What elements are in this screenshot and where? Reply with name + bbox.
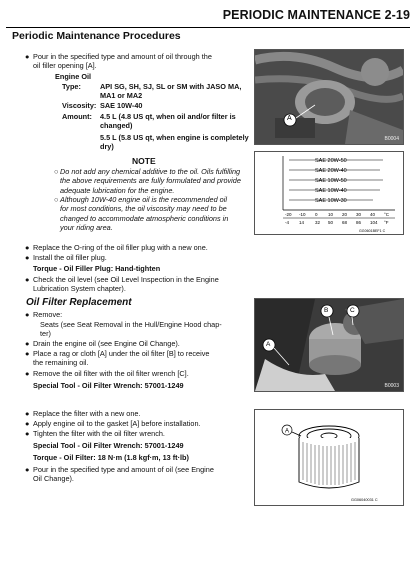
sae-label: SAE 10W-40 xyxy=(315,188,347,194)
figure-label-a: A xyxy=(266,341,271,348)
amount-value-1-line-1: 4.5 L (4.8 US qt, when oil and/or filter is xyxy=(100,112,236,121)
special-tool-2: Special Tool - Oil Filter Wrench: 57001-1249 xyxy=(33,441,184,450)
bullet-icon: ● xyxy=(25,349,30,358)
note-p2-line-3: changed to accommodate atmospheric conditions in xyxy=(60,213,229,223)
note-p2-line-4: your riding area. xyxy=(60,222,113,232)
note-paragraph-2 xyxy=(54,195,229,232)
amount-value-1 xyxy=(100,112,236,131)
seats-line-1: Seats (see Seat Removal in the Hull/Engine Hood chap- xyxy=(40,320,222,329)
tick-label: -20 xyxy=(285,212,292,217)
step-pour-oil xyxy=(25,465,214,484)
amount-value-2 xyxy=(100,133,249,152)
filter-drawing xyxy=(254,409,404,506)
note-heading: NOTE xyxy=(132,156,156,166)
step-remove xyxy=(25,310,63,319)
tick-label: 20 xyxy=(342,212,348,217)
tick-label: 86 xyxy=(356,220,362,225)
oil-filler-photo xyxy=(254,49,404,145)
figure-label-b: B xyxy=(324,307,329,314)
step-line-2: Oil Change). xyxy=(33,474,74,484)
step-text: Remove: xyxy=(33,310,63,319)
type-value-line-1: API SG, SH, SJ, SL or SM with JASO MA, xyxy=(100,82,242,91)
tick-label: -4 xyxy=(285,220,290,225)
figure-label-a: A xyxy=(287,115,292,122)
step-text: Apply engine oil to the gasket [A] before installation. xyxy=(33,419,201,428)
bullet-icon: ● xyxy=(25,339,30,348)
figure-code: B0003 xyxy=(384,383,399,389)
tick-label: 40 xyxy=(370,212,376,217)
bullet-icon: ● xyxy=(25,253,30,262)
step-check-level xyxy=(25,275,219,294)
tick-label: °F xyxy=(384,220,389,225)
step-remove-filter xyxy=(25,369,189,378)
viscosity-chart-svg xyxy=(255,152,403,234)
bullet-icon: ● xyxy=(25,429,30,438)
tick-label: 14 xyxy=(299,220,305,225)
header-rule xyxy=(6,27,410,28)
note-p1-line-3: adequate lubrication for the engine. xyxy=(60,185,175,195)
note-p1-line-2: the above requirements are fully formulated and provide xyxy=(60,176,241,186)
type-value-line-2: MA1 or MA2 xyxy=(100,91,143,101)
tick-label: 50 xyxy=(328,220,334,225)
amount-value-2-line-2: dry) xyxy=(100,142,114,152)
intro-step xyxy=(25,52,212,71)
note-p2-line-2: for most conditions, the oil viscosity may need to be xyxy=(60,204,227,214)
step-replace-filter xyxy=(25,409,141,418)
bullet-icon: ● xyxy=(25,419,30,428)
page-header-title: PERIODIC MAINTENANCE 2-19 xyxy=(222,8,410,22)
torque-filler-plug: Torque - Oil Filler Plug: Hand-tighten xyxy=(33,264,161,273)
step-drain xyxy=(25,339,180,348)
bullet-icon: ● xyxy=(25,52,30,61)
figure-label-a: A xyxy=(285,428,290,435)
step-text: Remove the oil filter with the oil filter wrench [C]. xyxy=(33,369,189,378)
step-line-2: the remaining oil. xyxy=(33,358,89,368)
bullet-icon: ● xyxy=(25,243,30,252)
filter-drawing-svg xyxy=(255,410,403,505)
step-text: Drain the engine oil (see Engine Oil Change). xyxy=(33,339,180,348)
step-apply-oil xyxy=(25,419,201,428)
tick-label: °C xyxy=(384,212,390,217)
viscosity-chart xyxy=(254,151,404,235)
figure-code: B0004 xyxy=(384,136,399,142)
chart-code: GG0601BEF1 C xyxy=(359,229,386,233)
figure-code: GG06040031 C xyxy=(351,498,378,502)
subsection-title: Oil Filter Replacement xyxy=(26,297,132,308)
torque-oil-filter: Torque - Oil Filter: 18 N·m (1.8 kgf·m, 13 ft·lb) xyxy=(33,453,189,462)
special-tool-1: Special Tool - Oil Filter Wrench: 57001-1249 xyxy=(33,381,184,390)
bullet-icon: ● xyxy=(25,310,30,319)
open-circle-icon: ○ xyxy=(54,195,59,204)
tick-label: 68 xyxy=(342,220,348,225)
tick-label: -10 xyxy=(299,212,306,217)
viscosity-value: SAE 10W-40 xyxy=(100,101,143,110)
step-install-plug xyxy=(25,253,107,262)
step-text: Replace the O-ring of the oil filler plug with a new one. xyxy=(33,243,208,252)
remove-seats xyxy=(40,320,222,339)
viscosity-label: Viscosity: xyxy=(62,101,97,110)
tick-label: 10 xyxy=(328,212,334,217)
tick-label: 0 xyxy=(315,212,318,217)
amount-value-1-line-2: changed) xyxy=(100,121,133,131)
seats-line-2: ter) xyxy=(40,329,51,339)
bullet-icon: ● xyxy=(25,275,30,284)
oil-filter-photo xyxy=(254,298,404,392)
step-place-rag xyxy=(25,349,210,368)
step-tighten xyxy=(25,429,165,438)
bullet-icon: ● xyxy=(25,409,30,418)
step-line-1: Place a rag or cloth [A] under the oil filter [B] to receive xyxy=(33,349,210,358)
amount-value-2-line-1: 5.5 L (5.8 US qt, when engine is completely xyxy=(100,133,249,142)
open-circle-icon: ○ xyxy=(54,167,59,176)
sae-label: SAE 10W-30 xyxy=(315,198,347,204)
section-title: Periodic Maintenance Procedures xyxy=(12,30,181,42)
tick-label: 30 xyxy=(356,212,362,217)
step-line-2: Lubrication System chapter). xyxy=(33,284,126,294)
intro-line-1: Pour in the specified type and amount of oil through the xyxy=(33,52,212,61)
step-text: Replace the filter with a new one. xyxy=(33,409,141,418)
oil-filler-photo-art xyxy=(255,50,403,144)
note-p1-line-1: Do not add any chemical additive to the oil. Oils fulfilling xyxy=(60,167,241,176)
amount-label: Amount: xyxy=(62,112,92,121)
intro-line-2: oil filler opening [A]. xyxy=(33,61,97,71)
sae-label: SAE 20W-40 xyxy=(315,168,347,174)
note-paragraph-1 xyxy=(54,167,241,195)
type-label: Type: xyxy=(62,82,81,91)
oil-filter-photo-art xyxy=(255,299,403,391)
step-line-1: Pour in the specified type and amount of oil (see Engine xyxy=(33,465,214,474)
type-value xyxy=(100,82,241,101)
engine-oil-title: Engine Oil xyxy=(55,72,92,81)
step-text: Tighten the filter with the oil filter wrench. xyxy=(33,429,165,438)
step-replace-oring xyxy=(25,243,208,252)
step-text: Install the oil filler plug. xyxy=(33,253,107,262)
note-p2-line-1: Although 10W-40 engine oil is the recommended oil xyxy=(60,195,227,204)
bullet-icon: ● xyxy=(25,369,30,378)
sae-label: SAE 20W-50 xyxy=(315,158,347,164)
tick-label: 104 xyxy=(370,220,378,225)
figure-label-c: C xyxy=(350,307,355,314)
bullet-icon: ● xyxy=(25,465,30,474)
step-line-1: Check the oil level (see Oil Level Inspection in the Engine xyxy=(33,275,219,284)
sae-label: SAE 10W-50 xyxy=(315,178,347,184)
tick-label: 32 xyxy=(315,220,321,225)
